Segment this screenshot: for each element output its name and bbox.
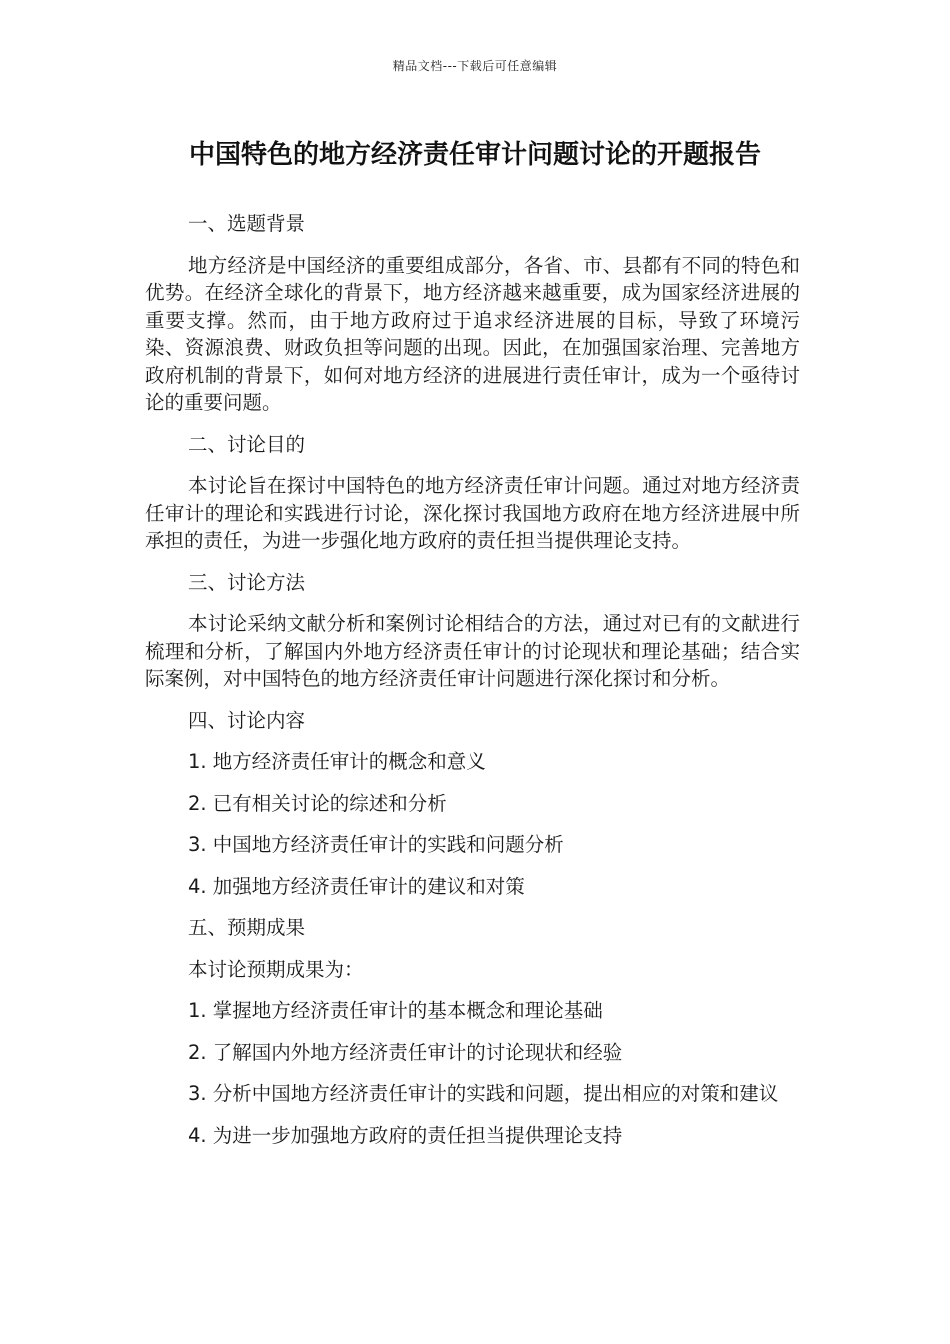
section-heading-method: 三、讨论方法	[188, 570, 306, 594]
outcome-list-item: 1. 掌握地方经济责任审计的基本概念和理论基础	[188, 999, 603, 1022]
paragraph-method: 本讨论采纳文献分析和案例讨论相结合的方法，通过对已有的文献进行梳理和分析，了解国内外地方经济责任审计的讨论现状和理论基础；结合实际案例，对中国特色的地方经济责任审计问题进行深化探讨和分析。	[145, 612, 800, 690]
content-list-item: 3. 中国地方经济责任审计的实践和问题分析	[188, 833, 564, 856]
outcome-list-item: 2. 了解国内外地方经济责任审计的讨论现状和经验	[188, 1040, 623, 1064]
outcome-list-item: 3. 分析中国地方经济责任审计的实践和问题，提出相应的对策和建议	[188, 1082, 779, 1105]
document-body	[145, 210, 800, 1163]
content-list-item: 4. 加强地方经济责任审计的建议和对策	[188, 874, 525, 898]
outcome-list-item: 4. 为进一步加强地方政府的责任担当提供理论支持	[188, 1123, 623, 1147]
paragraph-outcomes-intro: 本讨论预期成果为：	[188, 957, 364, 981]
document-title: 中国特色的地方经济责任审计问题讨论的开题报告	[188, 140, 761, 170]
section-heading-content: 四、讨论内容	[188, 708, 306, 732]
content-list-item: 1. 地方经济责任审计的概念和意义	[188, 750, 486, 773]
section-heading-background: 一、选题背景	[188, 212, 306, 235]
section-heading-outcomes: 五、预期成果	[188, 916, 306, 939]
page-header-note: 精品文档---下载后可任意编辑	[392, 59, 558, 73]
paragraph-purpose: 本讨论旨在探讨中国特色的地方经济责任审计问题。通过对地方经济责任审计的理论和实践进行讨论，深化探讨我国地方政府在地方经济进展中所承担的责任，为进一步强化地方政府的责任担当提供理论支持。	[145, 474, 800, 552]
section-heading-purpose: 二、讨论目的	[188, 432, 306, 456]
content-list-item: 2. 已有相关讨论的综述和分析	[188, 791, 447, 815]
paragraph-background: 地方经济是中国经济的重要组成部分，各省、市、县都有不同的特色和优势。在经济全球化的背景下，地方经济越来越重要，成为国家经济进展的重要支撑。然而，由于地方政府过于追求经济进展的目标，导致了环境污染、资源浪费、财政负担等问题的出现。因此，在加强国家治理、完善地方政府机制的背景下，如何对地方经济的进展进行责任审计，成为一个亟待讨论的重要问题。	[145, 253, 800, 414]
